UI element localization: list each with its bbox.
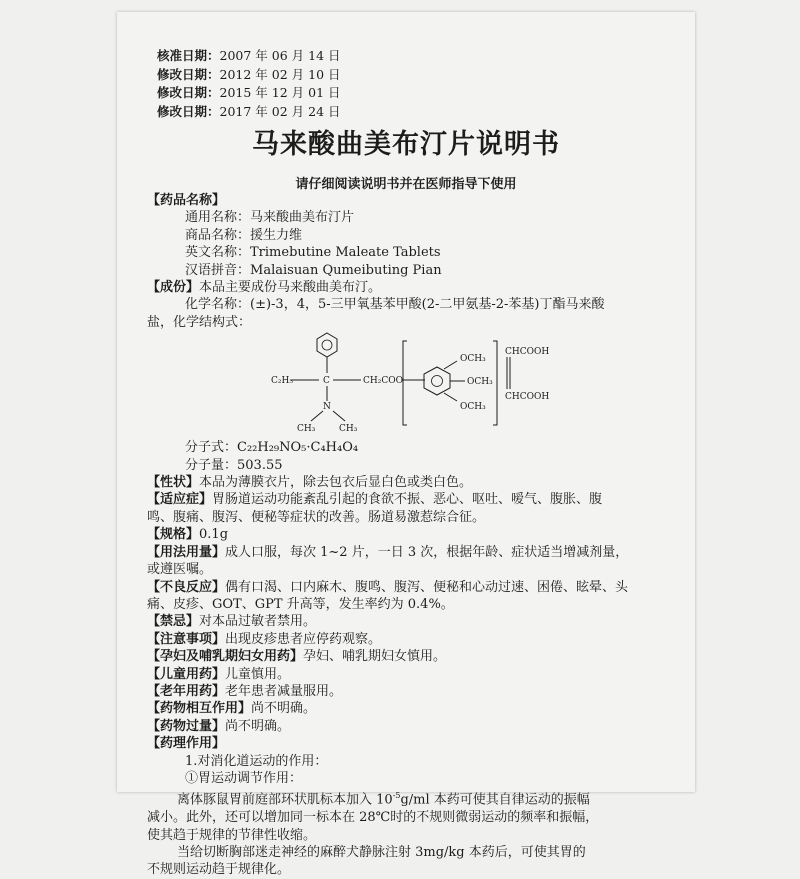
section-pediatric: 【儿童用药】儿童慎用。 (147, 666, 291, 682)
chemical-name-cont: 盐，化学结构式： (147, 314, 252, 330)
section-indications-cont: 鸣、腹痛、腹泻、便秘等症状的改善。肠道易激惹综合征。 (147, 509, 486, 525)
ethyl-group: C₂H₅ (271, 376, 293, 387)
section-overdose: 【药物过量】尚不明确。 (147, 718, 291, 734)
name-row: 商品名称：援生力维 (185, 227, 303, 243)
date-block (157, 47, 341, 121)
section-pregnancy: 【孕妇及哺乳期妇女用药】孕妇、哺乳期妇女慎用。 (147, 649, 447, 665)
section-strength: 【规格】0.1g (147, 527, 229, 543)
section-pharmacology: 【药理作用】 (147, 736, 226, 752)
revision-date: 修改日期：2012 年 02 月 10 日 (157, 66, 341, 82)
methyl-group: CH₃ (339, 424, 358, 435)
approval-date: 核准日期：2007 年 06 月 14 日 (157, 48, 341, 63)
leaflet-page (117, 12, 695, 878)
methyl-group: CH₃ (297, 424, 316, 435)
methoxy-group: OCH₃ (467, 377, 493, 388)
nitrogen-atom: N (323, 402, 331, 413)
section-appearance: 【性状】本品为薄膜衣片，除去包衣后显白色或类白色。 (147, 475, 473, 491)
section-dosage-cont: 或遵医嘱。 (147, 562, 213, 578)
document-subtitle: 请仔细阅读说明书并在医师指导下使用 (295, 177, 517, 192)
carbon-atom: C (323, 376, 330, 387)
section-interactions: 【药物相互作用】尚不明确。 (147, 701, 317, 717)
name-row: 汉语拼音：Malaisuan Qumeibuting Pian (185, 262, 442, 278)
pharm-line: 当给切断胸部迷走神经的麻醉犬静脉注射 3mg/kg 本药后，可使其胃的 (177, 844, 586, 860)
name-row: 通用名称：马来酸曲美布汀片 (185, 210, 355, 226)
ester-group: CH₂COO (363, 376, 403, 387)
molecular-formula: 分子式：C₂₂H₂₉NO₅·C₄H₄O₄ (185, 440, 359, 456)
chemical-name: 化学名称：(±)-3，4，5-三甲氧基苯甲酸(2-二甲氨基-2-苯基)丁酯马来酸 (185, 297, 605, 313)
pharm-line: 使其趋于规律的节律性收缩。 (147, 827, 317, 843)
section-heading: 【药品名称】 (147, 193, 226, 208)
structure-diagram (257, 331, 557, 439)
section-contraindications: 【禁忌】对本品过敏者禁用。 (147, 614, 317, 630)
section-geriatric: 【老年用药】老年患者减量服用。 (147, 683, 343, 699)
section-dosage: 【用法用量】成人口服，每次 1~2 片，一日 3 次，根据年龄、症状适当增减剂量， (147, 544, 629, 560)
pharm-line: 离体豚鼠胃前庭部环状肌标本加入 $10^{-5}g/ml$ 本药可使其自律运动的振幅 (177, 791, 590, 808)
pharm-line: 1.对消化道运动的作用： (185, 753, 328, 769)
pharm-line: ①胃运动调节作用： (185, 770, 303, 786)
structural-formula (147, 331, 675, 439)
methoxy-group: OCH₃ (460, 354, 486, 365)
section-indications: 【适应症】胃肠道运动功能紊乱引起的食欲不振、恶心、呕吐、嗳气、腹胀、腹 (147, 492, 603, 508)
revision-date: 修改日期：2017 年 02 月 24 日 (157, 103, 341, 119)
leaflet-body (147, 192, 675, 879)
document-title: 马来酸曲美布汀片说明书 (252, 129, 560, 160)
pharm-line: 减小。此外，还可以增加同一标本在 28℃时的不规则微弱运动的频率和振幅， (147, 810, 599, 826)
section-adverse-reactions-cont: 痛、皮疹、GOT、GPT 升高等，发生率约为 0.4%。 (147, 596, 454, 612)
composition-row: 【成份】本品主要成份马来酸曲美布汀。 (147, 280, 382, 296)
molecular-weight: 分子量：503.55 (185, 457, 283, 473)
section-adverse-reactions: 【不良反应】偶有口渴、口内麻木、腹鸣、腹泻、便秘和心动过速、困倦、眩晕、头 (147, 579, 629, 595)
carboxyl-group: CHCOOH (505, 347, 550, 358)
methoxy-group: OCH₃ (460, 402, 486, 413)
pharm-line: 不规则运动趋于规律化。 (147, 862, 291, 878)
carboxyl-group: CHCOOH (505, 392, 550, 403)
revision-date: 修改日期：2015 年 12 月 01 日 (157, 85, 341, 100)
section-precautions: 【注意事项】出现皮疹患者应停药观察。 (147, 631, 382, 647)
name-row: 英文名称：Trimebutine Maleate Tablets (185, 245, 441, 261)
